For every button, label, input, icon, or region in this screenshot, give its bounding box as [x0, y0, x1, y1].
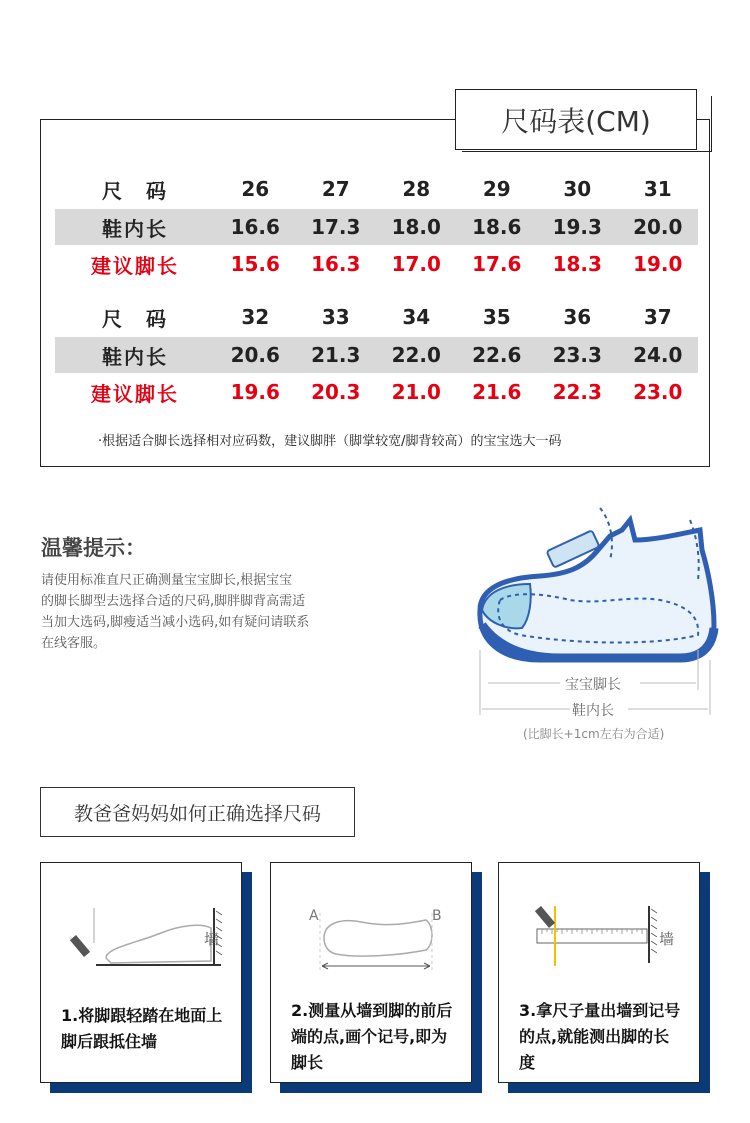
recommended-length-cell: 17.6 — [472, 252, 522, 276]
size-label: 尺 码 — [102, 178, 168, 203]
inner-length-cell: 24.0 — [633, 343, 683, 367]
recommended-length-cell: 21.6 — [472, 380, 522, 404]
inner-length-row-2 — [55, 337, 698, 373]
tips-body — [41, 570, 371, 654]
size-table-title: 尺码表(CM) — [455, 89, 697, 150]
step-line: 3.拿尺子量出墙到记号 — [519, 1001, 681, 1020]
step-line: 端的点,画个记号,即为 — [291, 1027, 448, 1046]
size-cell: 33 — [321, 305, 350, 329]
size-cell: 32 — [241, 305, 270, 329]
inner-length-cell: 23.3 — [552, 343, 602, 367]
inner-length-cell: 17.3 — [311, 215, 361, 239]
size-cell: 28 — [402, 177, 431, 201]
tips-line: 请使用标准直尺正确测量宝宝脚长,根据宝宝 — [41, 573, 293, 588]
inner-length-cell: 21.3 — [311, 343, 361, 367]
inner-length-cell: 19.3 — [552, 215, 602, 239]
recommended-length-cell: 20.3 — [311, 380, 361, 404]
step-line: 脚后跟抵住墙 — [61, 1032, 158, 1051]
foot-icon — [106, 925, 211, 963]
footprint-icon — [324, 920, 432, 956]
size-cell: 30 — [563, 177, 592, 201]
inner-length-label: 鞋内长 — [102, 216, 168, 241]
wall-label: 墙 — [204, 930, 220, 948]
pen-icon — [70, 935, 90, 957]
inner-length-cell: 20.6 — [230, 343, 280, 367]
inner-length-cell: 22.0 — [391, 343, 441, 367]
recommended-length-row-1 — [55, 246, 698, 282]
recommended-length-cell: 21.0 — [391, 380, 441, 404]
inner-length-cell: 16.6 — [230, 215, 280, 239]
size-cell: 29 — [482, 177, 511, 201]
pen-icon — [535, 906, 555, 928]
size-note: ·根据适合脚长选择相对应码数，建议脚胖（脚掌较宽/脚背较高）的宝宝选大一码 — [98, 434, 562, 449]
step-card-3 — [498, 862, 700, 1083]
recommended-length-cell: 16.3 — [311, 252, 361, 276]
step-line: 度 — [519, 1053, 536, 1072]
inner-length-label: 鞋内长 — [102, 344, 168, 369]
wall-label: 墙 — [659, 930, 675, 948]
inner-length-row-1 — [55, 209, 698, 245]
recommended-length-cell: 19.6 — [230, 380, 280, 404]
step-card-1 — [40, 862, 242, 1083]
foot-length-label: 宝宝脚长 — [565, 677, 621, 693]
step-line: 1.将脚跟轻踏在地面上 — [61, 1006, 223, 1025]
size-cell: 26 — [241, 177, 270, 201]
tips-line: 的脚长脚型去选择合适的尺码,脚胖脚背高需适 — [41, 594, 306, 609]
recommended-length-cell: 18.3 — [552, 252, 602, 276]
size-cell: 31 — [643, 177, 672, 201]
recommended-length-cell: 19.0 — [633, 252, 683, 276]
size-row-1 — [55, 171, 698, 207]
inner-length-diagram-label: 鞋内长 — [572, 703, 614, 719]
step-text — [291, 998, 452, 1076]
recommended-length-row-2 — [55, 374, 698, 410]
size-hint: (比脚长+1cm左右为合适) — [523, 727, 665, 741]
tips-title: 温馨提示： — [41, 536, 146, 560]
step-card-2 — [270, 862, 472, 1083]
size-cell: 36 — [563, 305, 592, 329]
size-cell: 27 — [321, 177, 350, 201]
inner-length-cell: 20.0 — [633, 215, 683, 239]
size-cell: 34 — [402, 305, 431, 329]
recommended-length-cell: 23.0 — [633, 380, 683, 404]
recommended-length-label: 建议脚长 — [91, 381, 179, 406]
size-cell: 35 — [482, 305, 511, 329]
size-row-2 — [55, 299, 698, 335]
inner-length-cell: 18.6 — [472, 215, 522, 239]
recommended-length-label: 建议脚长 — [91, 253, 179, 278]
inner-length-cell: 22.6 — [472, 343, 522, 367]
recommended-length-cell: 15.6 — [230, 252, 280, 276]
ruler-illustration — [527, 901, 657, 971]
step-text — [61, 1003, 222, 1055]
step-line: 2.测量从墙到脚的前后 — [291, 1001, 453, 1020]
size-cell: 37 — [643, 305, 672, 329]
tips-line: 当加大选码,脚瘦适当减小选码,如有疑问请联系 — [41, 615, 310, 630]
foot-measure-illustration — [316, 908, 436, 973]
step-line: 的点,就能测出脚的长 — [519, 1027, 670, 1046]
tips-line: 在线客服。 — [41, 636, 107, 651]
heel-step-illustration — [66, 903, 226, 973]
recommended-length-cell: 17.0 — [391, 252, 441, 276]
point-a-label: A — [309, 908, 319, 924]
step-text — [519, 998, 680, 1076]
size-label: 尺 码 — [102, 306, 168, 331]
recommended-length-cell: 22.3 — [552, 380, 602, 404]
step-line: 脚长 — [291, 1053, 324, 1072]
inner-length-cell: 18.0 — [391, 215, 441, 239]
point-b-label: B — [432, 908, 442, 924]
howto-title: 教爸爸妈妈如何正确选择尺码 — [40, 787, 355, 837]
